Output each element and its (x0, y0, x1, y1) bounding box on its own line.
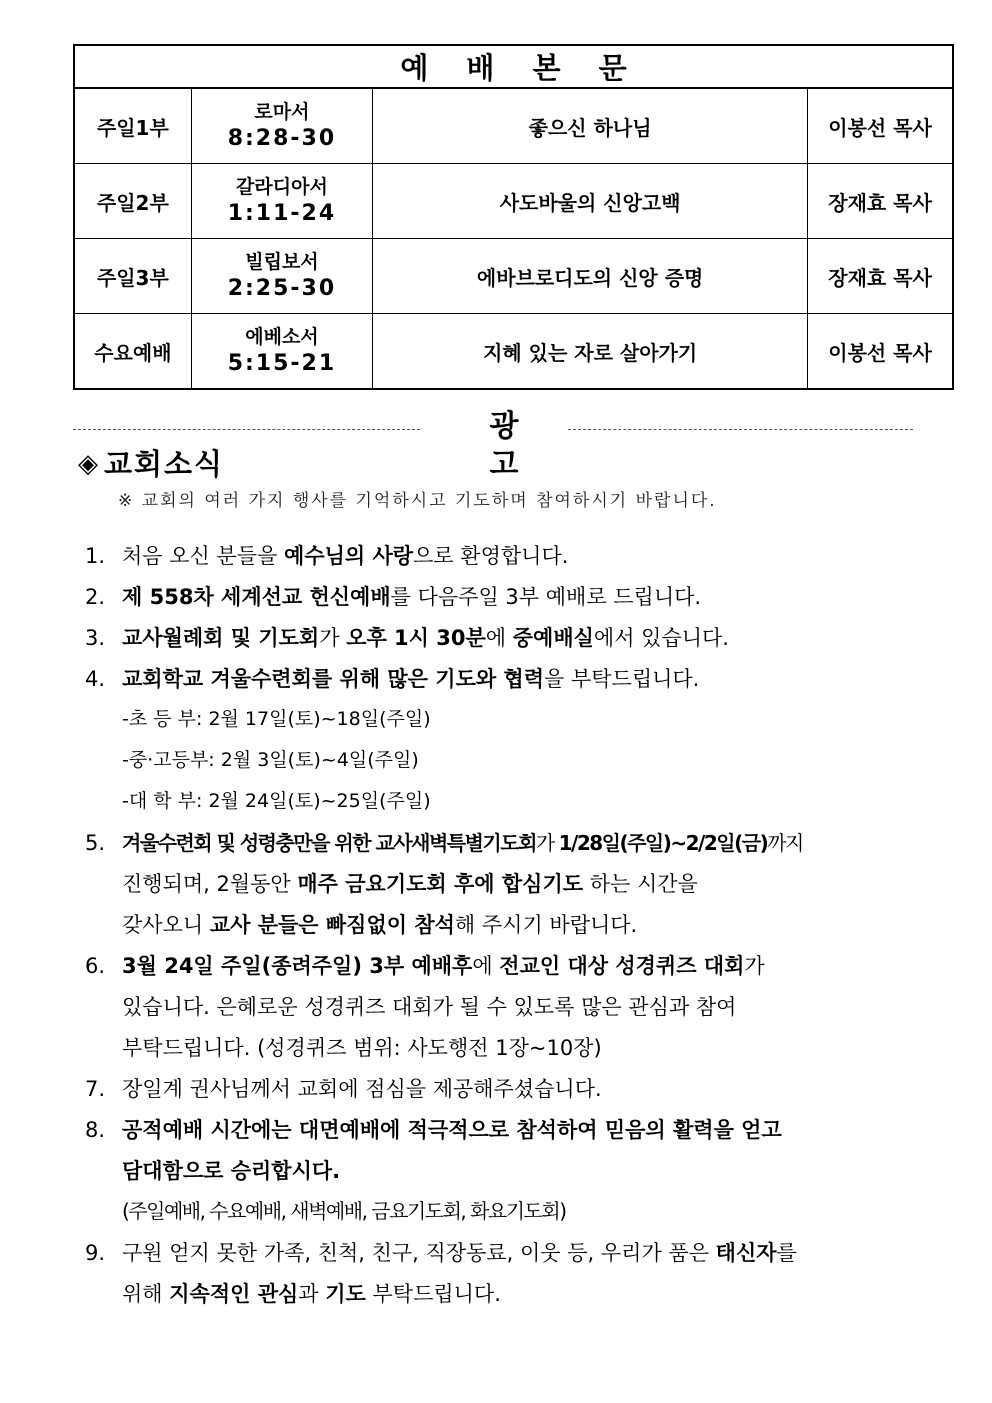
emphasized-text: 지속적인 관심 (169, 1282, 299, 1306)
announcement-text: -초 등 부: 2월 17일(토)~18일(주일) (122, 708, 431, 730)
announcement-item (85, 577, 865, 618)
sermon-row (74, 239, 953, 314)
announcement-text: 진행되며, 2월동안 (122, 872, 298, 896)
emphasized-text: 매주 금요기도회 후에 합심기도 (297, 872, 584, 896)
announcement-line (122, 905, 865, 946)
announcement-line (122, 700, 865, 741)
emphasized-text: 제 558차 세계선교 헌신예배 (122, 585, 391, 609)
emphasized-text: 교사월례회 및 기도회 (122, 626, 320, 650)
announcement-text: 처음 오신 분들을 (122, 544, 285, 568)
announcement-item (85, 1069, 865, 1110)
announcement-text: -중·고등부: 2월 3일(토)~4일(주일) (122, 749, 419, 771)
service-name: 주일1부 (74, 88, 191, 164)
announcement-list (85, 536, 865, 1315)
church-news-title: 교회소식 (104, 447, 225, 481)
announcement-text: 갖사오니 (122, 913, 210, 937)
announcement-text: 에 (472, 954, 500, 978)
emphasized-text: 겨울수련회 및 성령충만을 위한 교사새벽특별기도회 (122, 831, 536, 855)
announcement-text: 장일계 권사님께서 교회에 점심을 제공해주셨습니다. (122, 1077, 602, 1101)
church-news-heading (78, 446, 224, 482)
emphasized-text: 전교인 대상 성경퀴즈 대회 (499, 954, 745, 978)
announcement-item (85, 1110, 865, 1233)
announcement-line (122, 577, 865, 618)
emphasized-text: 1/28일(주일)~2/2일(금) (558, 831, 768, 855)
announcement-line (122, 1192, 865, 1233)
sermon-title: 사도바울의 신앙고백 (373, 164, 808, 239)
dashed-divider-line (73, 429, 420, 430)
church-news-notice: ※ 교회의 여러 가지 행사를 기억하시고 기도하며 참여하시기 바랍니다. (118, 491, 717, 511)
announcement-text: 위해 (122, 1282, 170, 1306)
scripture-passage (191, 239, 372, 314)
announcement-number: 9. (85, 1241, 106, 1265)
announcement-number: 1. (85, 544, 106, 568)
scripture-book: 갈라디아서 (236, 176, 328, 198)
announcement-text: 으로 환영합니다. (413, 544, 569, 568)
announcement-line (122, 782, 865, 823)
announcement-item (85, 946, 865, 1069)
ads-title: 광 고 (489, 409, 549, 482)
emphasized-text: 교회학교 겨울수련회를 위해 많은 기도와 협력 (122, 667, 544, 691)
emphasized-text: 기도 (325, 1282, 366, 1306)
announcement-line (122, 1028, 865, 1069)
announcement-line (122, 1110, 865, 1151)
announcement-text: 를 다음주일 3부 예배로 드립니다. (390, 585, 702, 609)
sermon-row (74, 314, 953, 390)
announcement-line (122, 536, 865, 577)
announcement-item (85, 659, 865, 823)
scripture-verse: 2:25-30 (227, 276, 337, 301)
preacher: 이봉선 목사 (808, 88, 953, 164)
announcement-number: 6. (85, 954, 106, 978)
emphasized-text: 중예배실 (512, 626, 594, 650)
emphasized-text: 교사 분들은 빠짐없이 참석 (209, 913, 455, 937)
announcement-text: 에서 있습니다. (593, 626, 729, 650)
emphasized-text: 공적예배 시간에는 대면예배에 적극적으로 참석하여 믿음의 활력을 얻고 (122, 1118, 782, 1142)
announcement-text: 을 부탁드립니다. (544, 667, 700, 691)
announcement-text: 과 (298, 1282, 326, 1306)
announcement-line (122, 659, 865, 700)
announcement-line (122, 987, 865, 1028)
announcement-line (122, 823, 865, 864)
emphasized-text: 예수님의 사랑 (284, 544, 414, 568)
announcement-number: 3. (85, 626, 106, 650)
announcement-line (122, 618, 865, 659)
announcement-item (85, 536, 865, 577)
announcement-text: 를 (776, 1241, 797, 1265)
announcement-text: 있습니다. 은혜로운 성경퀴즈 대회가 될 수 있도록 많은 관심과 참여 (122, 995, 737, 1019)
announcement-line (122, 946, 865, 987)
announcement-item (85, 823, 865, 946)
sermon-title: 에바브로디도의 신앙 증명 (373, 239, 808, 314)
announcement-number: 7. (85, 1077, 106, 1101)
announcement-line (122, 741, 865, 782)
scripture-book: 에베소서 (245, 326, 319, 348)
announcement-number: 8. (85, 1118, 106, 1142)
dashed-divider-line (568, 429, 913, 430)
sermon-title: 좋으신 하나님 (373, 88, 808, 164)
announcement-text: 가 (535, 831, 559, 855)
announcement-text: 까지 (767, 831, 803, 855)
announcement-number: 4. (85, 667, 106, 691)
scripture-book: 로마서 (254, 101, 310, 123)
announcement-text: -대 학 부: 2월 24일(토)~25일(주일) (122, 790, 431, 812)
announcement-text: (주일예배, 수요예배, 새벽예배, 금요기도회, 화요기도회) (122, 1199, 566, 1223)
sermon-table (73, 44, 954, 390)
announcement-text: 부탁드립니다. (365, 1282, 501, 1306)
preacher: 이봉선 목사 (808, 314, 953, 390)
announcement-line (122, 1274, 865, 1315)
service-name: 주일2부 (74, 164, 191, 239)
announcement-line (122, 1069, 865, 1110)
announcement-item (85, 618, 865, 659)
announcement-item (85, 1233, 865, 1315)
sermon-table-title: 예 배 본 문 (74, 45, 953, 88)
scripture-verse: 8:28-30 (227, 126, 337, 151)
scripture-verse: 1:11-24 (227, 201, 337, 226)
sermon-title: 지혜 있는 자로 살아가기 (373, 314, 808, 390)
emphasized-text: 태신자 (715, 1241, 777, 1265)
announcement-line (122, 1233, 865, 1274)
scripture-passage (191, 88, 372, 164)
service-name: 주일3부 (74, 239, 191, 314)
announcement-text: 구원 얻지 못한 가족, 친척, 친구, 직장동료, 이웃 등, 우리가 품은 (122, 1241, 716, 1265)
preacher: 장재효 목사 (808, 164, 953, 239)
service-name: 수요예배 (74, 314, 191, 390)
scripture-book: 빌립보서 (245, 251, 319, 273)
diamond-bullet-icon: ◈ (78, 449, 98, 479)
announcement-text: 가 (744, 954, 765, 978)
emphasized-text: 담대함으로 승리합시다. (122, 1159, 341, 1183)
announcement-number: 2. (85, 585, 106, 609)
announcement-text: 가 (319, 626, 347, 650)
announcement-text: 하는 시간을 (583, 872, 698, 896)
scripture-verse: 5:15-21 (227, 351, 337, 376)
emphasized-text: 오후 1시 30분 (346, 626, 486, 650)
announcement-text: 에 (485, 626, 513, 650)
announcement-text: 해 주시기 바랍니다. (454, 913, 638, 937)
announcement-line (122, 1151, 865, 1192)
scripture-passage (191, 314, 372, 390)
announcement-number: 5. (85, 831, 106, 855)
announcement-line (122, 864, 865, 905)
sermon-row (74, 88, 953, 164)
announcement-text: 부탁드립니다. (성경퀴즈 범위: 사도행전 1장~10장) (122, 1036, 602, 1060)
emphasized-text: 3월 24일 주일(종려주일) 3부 예배후 (122, 954, 473, 978)
sermon-row (74, 164, 953, 239)
preacher: 장재효 목사 (808, 239, 953, 314)
scripture-passage (191, 164, 372, 239)
